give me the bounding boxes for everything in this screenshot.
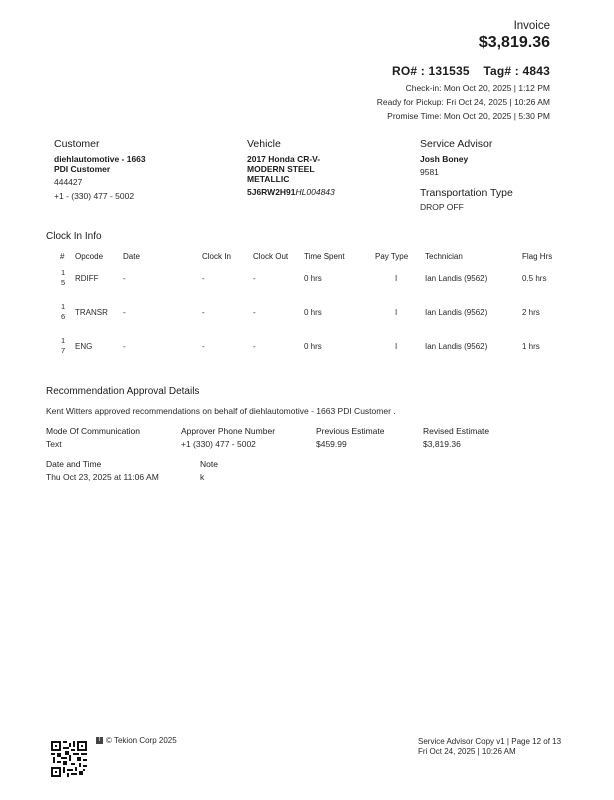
vehicle-line1: 2017 Honda CR-V- [247, 154, 321, 164]
row-date: - [123, 342, 126, 351]
row-clock-out: - [253, 274, 256, 283]
col-time-spent: Time Spent [304, 252, 345, 261]
vin-prefix: 5J6RW2H91 [247, 187, 296, 197]
ro-number: RO# : 131535 [391, 64, 470, 78]
transport-title: Transportation Type [420, 187, 513, 199]
footer-copyright [96, 736, 177, 745]
copy-page-line: Service Advisor Copy v1 | Page 12 of 13 [418, 737, 562, 746]
invoice-label: Invoice [513, 20, 550, 32]
phone-label: Approver Phone Number [181, 426, 276, 436]
row-clock-out: - [253, 308, 256, 317]
time-details [377, 81, 550, 123]
col-pay-type: Pay Type [375, 252, 409, 261]
row-flag-hrs: 0.5 hrs [522, 274, 547, 283]
row-clock-in: - [202, 274, 205, 283]
customer-title: Customer [54, 138, 100, 150]
datetime-label: Date and Time [46, 459, 102, 469]
row-clock-in: - [202, 308, 205, 317]
vehicle-vin [247, 187, 335, 197]
row-date: - [123, 274, 126, 283]
row-opcode: TRANSR [75, 308, 108, 317]
vehicle-line2: MODERN STEEL [247, 164, 315, 174]
footer-date-line: Fri Oct 24, 2025 | 10:26 AM [418, 747, 516, 756]
mode-value: Text [46, 439, 62, 449]
col-opcode: Opcode [75, 252, 104, 261]
prev-estimate-label: Previous Estimate [316, 426, 385, 436]
note-label: Note [200, 459, 218, 469]
rev-estimate-value: $3,819.36 [423, 439, 461, 449]
row-technician: Ian Landis (9562) [425, 274, 488, 283]
row-date: - [123, 308, 126, 317]
vehicle-title: Vehicle [247, 138, 281, 150]
recommendation-sentence: Kent Witters approved recommendations on behalf of diehlautomotive - 1663 PDI Customer . [46, 406, 396, 416]
advisor-block [420, 138, 513, 213]
mode-label: Mode Of Communication [46, 426, 141, 436]
row-opcode: ENG [75, 342, 93, 351]
vin-suffix: HL004843 [295, 187, 335, 197]
invoice-header [377, 20, 550, 123]
advisor-title: Service Advisor [420, 138, 493, 150]
row-pay-type: I [395, 308, 398, 317]
customer-phone: +1 - (330) 477 - 5002 [54, 191, 135, 201]
row-index: 1 6 [61, 302, 66, 321]
vehicle-line3: METALLIC [247, 174, 290, 184]
col-clock-in: Clock In [202, 252, 231, 261]
qr-code-icon [51, 741, 87, 777]
customer-block [54, 138, 146, 202]
row-technician: Ian Landis (9562) [425, 308, 488, 317]
row-clock-out: - [253, 342, 256, 351]
row-pay-type: I [395, 274, 398, 283]
col-flag-hrs: Flag Hrs [522, 252, 553, 261]
col-number: # [60, 252, 65, 261]
row-time-spent: 0 hrs [304, 274, 322, 283]
row-time-spent: 0 hrs [304, 342, 322, 351]
row-flag-hrs: 1 hrs [522, 342, 540, 351]
datetime-value: Thu Oct 23, 2025 at 11:06 AM [46, 472, 159, 482]
ro-tag-line [377, 64, 550, 78]
ready-time: Ready for Pickup: Fri Oct 24, 2025 | 10:26 AM [376, 97, 550, 107]
copyright-text: © Tekion Corp 2025 [106, 736, 177, 745]
checkin-time: Check-in: Mon Oct 20, 2025 | 1:12 PM [405, 83, 550, 93]
tag-number: Tag# : 4843 [483, 64, 550, 78]
footer-page-info [418, 737, 561, 757]
row-index: 1 7 [61, 336, 66, 355]
col-date: Date [123, 252, 140, 261]
prev-estimate-value: $459.99 [316, 439, 347, 449]
invoice-amount: $3,819.36 [478, 34, 550, 51]
promise-time: Promise Time: Mon Oct 20, 2025 | 5:30 PM [387, 111, 550, 121]
note-value: k [200, 472, 205, 482]
customer-name-line1: diehlautomotive - 1663 [54, 154, 146, 164]
advisor-id: 9581 [420, 167, 439, 177]
customer-name-line2: PDI Customer [54, 164, 111, 174]
row-flag-hrs: 2 hrs [522, 308, 540, 317]
transport-value: DROP OFF [420, 202, 464, 212]
row-technician: Ian Landis (9562) [425, 342, 488, 351]
col-clock-out: Clock Out [253, 252, 289, 261]
row-time-spent: 0 hrs [304, 308, 322, 317]
rev-estimate-label: Revised Estimate [423, 426, 490, 436]
col-technician: Technician [425, 252, 463, 261]
row-clock-in: - [202, 342, 205, 351]
phone-value: +1 (330) 477 - 5002 [181, 439, 256, 449]
tekion-logo-icon: T [97, 737, 102, 744]
customer-id: 444427 [54, 177, 83, 187]
row-index: 1 5 [61, 268, 66, 287]
advisor-name: Josh Boney [420, 154, 469, 164]
recommendation-title: Recommendation Approval Details [46, 386, 200, 397]
row-opcode: RDIFF [75, 274, 99, 283]
clock-in-title: Clock In Info [46, 231, 102, 242]
row-pay-type: I [395, 342, 398, 351]
vehicle-block [247, 138, 335, 197]
